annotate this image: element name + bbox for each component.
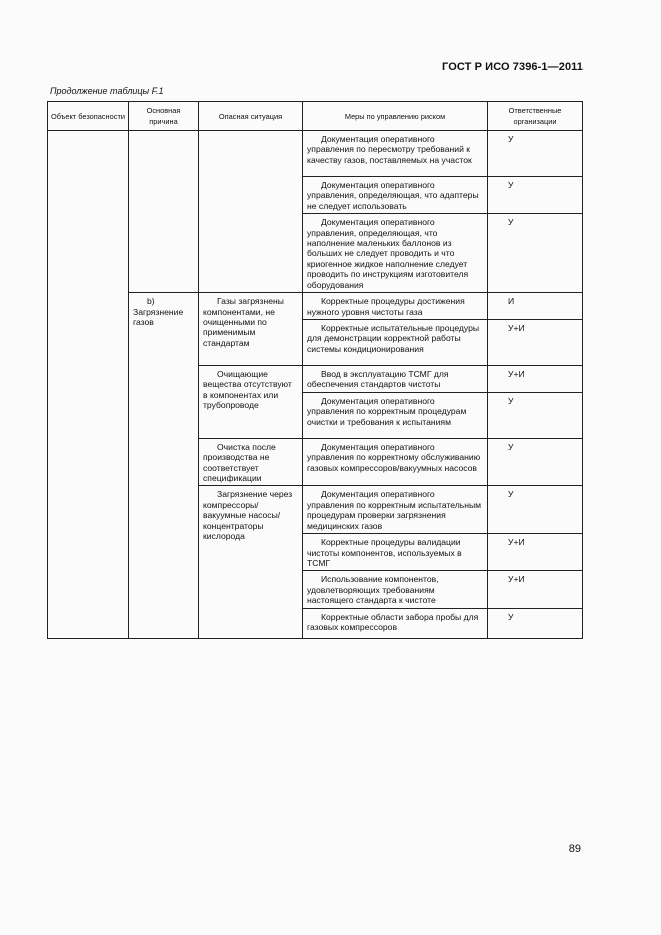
- cell-situation: Газы загрязнены компонентами, не очищенными по применимым стандартам: [199, 293, 303, 366]
- cell-org: И: [488, 293, 583, 320]
- cell-org: У+И: [488, 534, 583, 571]
- cell-object: [48, 131, 129, 639]
- cell-measure: Корректные процедуры валидации чистоты компонентов, используемых в ТСМГ: [303, 534, 488, 571]
- cell-org: У+И: [488, 320, 583, 366]
- cell-measure: Документация оперативного управления по корректным испытательным процедурам проверки загрязнения медицинских газов: [303, 486, 488, 534]
- cell-measure: Документация оперативного управления по корректным процедурам очистки и требования к испытаниям: [303, 392, 488, 438]
- cell-measure: Ввод в эксплуатацию ТСМГ для обеспечения стандартов чистоты: [303, 366, 488, 393]
- table-caption: Продолжение таблицы F.1: [50, 86, 164, 96]
- cell-measure: Документация оперативного управления, определяющая, что адаптеры не следует использовать: [303, 177, 488, 214]
- cell-situation: Очистка после производства не соответствует спецификации: [199, 438, 303, 486]
- cell-org: У+И: [488, 571, 583, 608]
- cell-measure: Использование компонентов, удовлетворяющих требованиям настоящего стандарта к чистоте: [303, 571, 488, 608]
- cell-cause-empty: [129, 131, 199, 293]
- cell-measure: Документация оперативного управления по пересмотру требований к качеству газов, поставляемых на участок: [303, 131, 488, 177]
- cell-org: У: [488, 438, 583, 486]
- cell-situation: Очищающие вещества отсутствуют в компонентах или трубопроводе: [199, 366, 303, 439]
- cell-measure: Корректные процедуры достижения нужного уровня чистоты газа: [303, 293, 488, 320]
- cell-org: У: [488, 131, 583, 177]
- col-header-organizations: Ответственные организации: [488, 102, 583, 131]
- cell-org: У: [488, 486, 583, 534]
- col-header-measures: Меры по управлению риском: [303, 102, 488, 131]
- col-header-cause: Основная причина: [129, 102, 199, 131]
- cell-situation-empty: [199, 131, 303, 293]
- col-header-object: Объект безопасности: [48, 102, 129, 131]
- cell-measure: Корректные области забора пробы для газовых компрессоров: [303, 608, 488, 638]
- table-row: [48, 131, 583, 177]
- risk-table: [47, 101, 583, 639]
- cell-cause-contamination: b) Загрязнение газов: [129, 293, 199, 638]
- cell-org: У: [488, 177, 583, 214]
- cell-measure: Документация оперативного управления, определяющая, что наполнение маленьких баллонов из больших не следует проводить и что криогенное жидкое наполнение следует проводить по инструкциям изготовителя оборудования: [303, 214, 488, 293]
- page-number: 89: [568, 843, 581, 855]
- table-row: [48, 293, 583, 320]
- cell-org: У: [488, 608, 583, 638]
- col-header-situation: Опасная ситуация: [199, 102, 303, 131]
- cell-org: У: [488, 214, 583, 293]
- document-code: ГОСТ Р ИСО 7396-1—2011: [442, 61, 583, 73]
- cell-org: У+И: [488, 366, 583, 393]
- cell-org: У: [488, 392, 583, 438]
- cell-measure: Документация оперативного управления по корректному обслуживанию газовых компрессоров/вакуумных насосов: [303, 438, 488, 486]
- table-header-row: [48, 102, 583, 131]
- cell-situation: Загрязнение через компрессоры/вакуумные насосы/концентраторы кислорода: [199, 486, 303, 638]
- cell-measure: Корректные испытательные процедуры для демонстрации корректной работы системы кондиционирования: [303, 320, 488, 366]
